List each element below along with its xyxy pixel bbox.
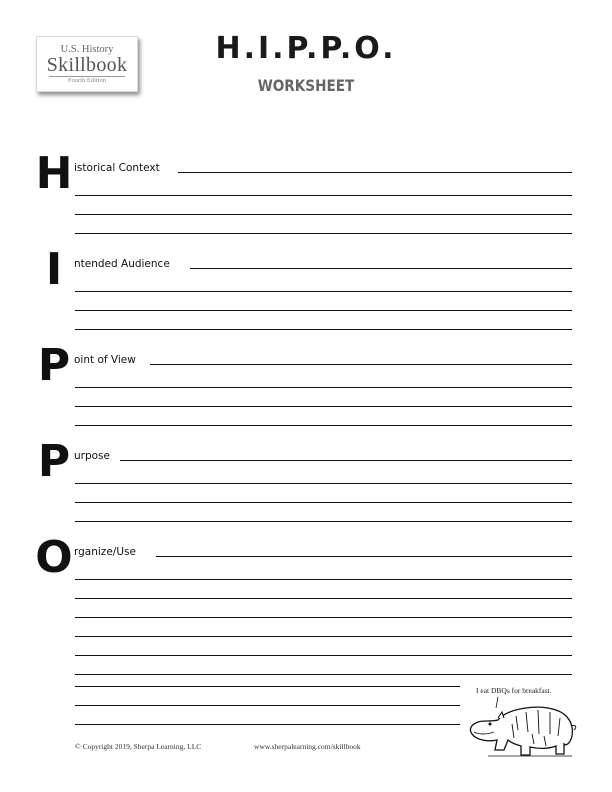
answer-line[interactable]	[75, 655, 572, 656]
answer-line[interactable]	[75, 483, 572, 484]
speech-bubble-text: I eat DBQs for breakfast.	[476, 686, 552, 695]
answer-line[interactable]	[75, 724, 460, 725]
section-letter: I	[45, 244, 63, 295]
copyright-text: © Copyright 2019, Sherpa Learning, LLC	[75, 742, 202, 751]
section-letter: H	[35, 148, 73, 199]
answer-line[interactable]	[75, 291, 572, 292]
answer-line[interactable]	[75, 425, 572, 426]
answer-line[interactable]	[75, 214, 572, 215]
answer-line[interactable]	[75, 686, 460, 687]
answer-line[interactable]	[156, 556, 572, 557]
answer-line[interactable]	[75, 387, 572, 388]
answer-line[interactable]	[75, 579, 572, 580]
answer-line[interactable]	[75, 195, 572, 196]
section-label: urpose	[74, 450, 113, 462]
section-label: oint of View	[74, 354, 139, 366]
answer-line[interactable]	[75, 233, 572, 234]
section-letter: O	[35, 532, 73, 583]
answer-line[interactable]	[120, 460, 572, 461]
page-subtitle: WORKSHEET	[257, 76, 355, 95]
answer-line[interactable]	[75, 521, 572, 522]
logo-top-text: U.S. History	[60, 44, 114, 55]
section-label: rganize/Use	[74, 546, 139, 558]
answer-line[interactable]	[75, 406, 572, 407]
answer-line[interactable]	[178, 172, 572, 173]
answer-line[interactable]	[75, 310, 572, 311]
answer-line[interactable]	[75, 705, 460, 706]
hippo-icon	[468, 694, 578, 760]
page-title: H.I.P.P.O.	[215, 31, 397, 66]
answer-line[interactable]	[150, 364, 572, 365]
answer-line[interactable]	[75, 329, 572, 330]
logo-sub-text: Fourth Edition	[67, 77, 107, 84]
answer-line[interactable]	[190, 268, 572, 269]
website-link[interactable]: www.sherpalearning.com/skillbook	[254, 742, 361, 751]
answer-line[interactable]	[75, 636, 572, 637]
answer-line[interactable]	[75, 617, 572, 618]
answer-line[interactable]	[75, 502, 572, 503]
answer-line[interactable]	[75, 598, 572, 599]
section-letter: P	[37, 436, 71, 487]
section-label: istorical Context	[74, 162, 163, 174]
logo-main-text: Skillbook	[46, 54, 128, 76]
section-label: ntended Audience	[74, 258, 173, 270]
answer-line[interactable]	[75, 674, 572, 675]
section-letter: P	[37, 340, 71, 391]
